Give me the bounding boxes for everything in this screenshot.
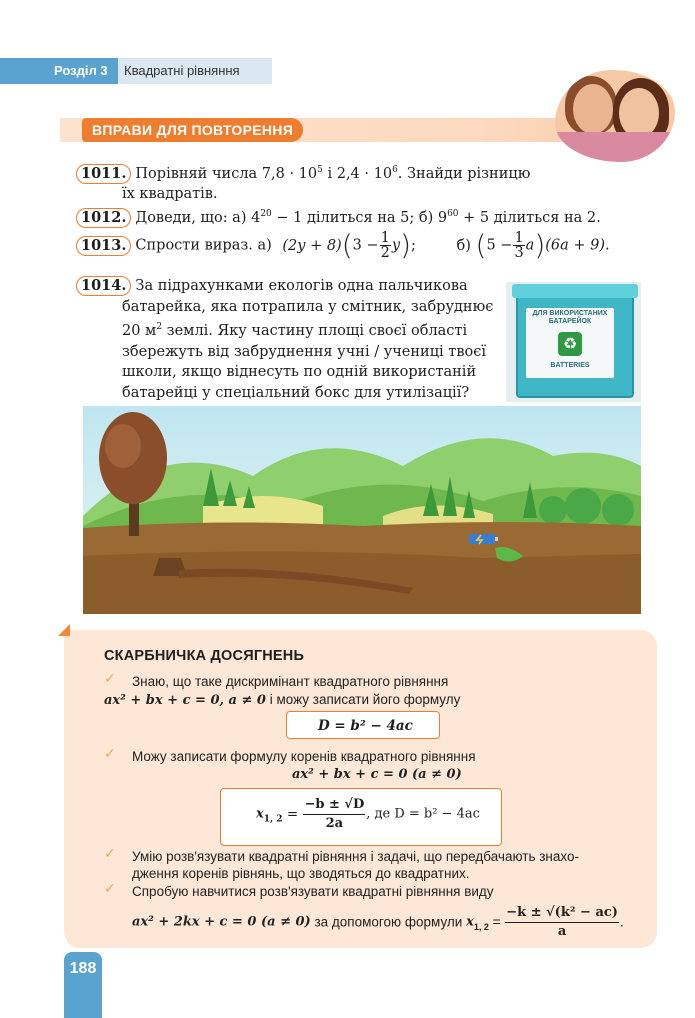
- math-expr: (2y + 8): [282, 237, 342, 254]
- check-icon: ✓: [104, 881, 116, 897]
- landscape-illustration: [83, 406, 641, 614]
- exercise-text-line2: їх квадратів.: [122, 186, 218, 202]
- exercise-text: школи, якщо віднесуть по одній використаній: [122, 364, 477, 380]
- recycle-icon: ♻: [558, 332, 582, 356]
- math-expr: y: [391, 237, 401, 254]
- section-title: ВПРАВИ ДЛЯ ПОВТОРЕННЯ: [82, 118, 303, 142]
- exponent: 20: [260, 209, 272, 219]
- exercise-text: 20 $м^2$ землі. Яку частину площі своєї області: [122, 322, 468, 339]
- exercise-text: збережуть від забруднення учні / учениці твоєї: [122, 343, 486, 360]
- page-number: 188: [64, 952, 102, 1018]
- students-photo: [555, 70, 675, 162]
- achievement-item-1-cont: ax² + bx + c = 0, a ≠ 0 і можу записати його формулу: [104, 692, 461, 708]
- achievement-item-4: Спробую навчитися розв'язувати квадратні рівняння виду: [132, 884, 494, 899]
- discriminant-formula: D = b² − 4ac: [318, 718, 413, 734]
- exercise-text: Спрости вираз. а): [135, 237, 272, 254]
- exercise-text: і 2,4 · 10: [322, 166, 393, 182]
- bin-label-text: ДЛЯ ВИКОРИСТАНИХ БАТАРЕЙОК: [532, 310, 608, 325]
- check-icon: ✓: [104, 671, 116, 687]
- achievement-item-3-cont: дження коренів рівнянь, що зводяться до квадратних.: [132, 866, 470, 881]
- achievement-item-2: Можу записати формулу коренів квадратного рівняння: [132, 749, 476, 764]
- exercise-text: За підрахунками екологів одна пальчикова: [135, 278, 468, 294]
- exercise-text: + 5 ділиться на 2.: [458, 210, 601, 226]
- exercise-number: 1014.: [76, 276, 131, 296]
- math-expr: ;: [411, 237, 416, 254]
- fraction: $\frac{1}{3}$: [514, 230, 524, 261]
- chapter-label: Розділ 3: [0, 58, 118, 84]
- achievement-item-3: Умію розв'язувати квадратні рівняння і задачі, що передбачають знахо-: [132, 849, 579, 864]
- achievement-item-1: Знаю, що таке дискримінант квадратного рівняння: [132, 674, 449, 689]
- exercise-text: Доведи, що: а) 4: [135, 210, 261, 226]
- exercise-1012: [76, 204, 636, 228]
- exponent: 5: [317, 165, 323, 175]
- math-expr: a: [525, 237, 535, 254]
- chapter-title: Квадратні рівняння: [124, 63, 240, 78]
- exercise-1011: [76, 160, 566, 204]
- bin-label-batteries: BATTERIES: [550, 362, 590, 369]
- exercise-text: Порівняй числа 7,8 · 10: [135, 166, 318, 182]
- math-expr: 3 −: [352, 237, 379, 254]
- fraction: $\frac{1}{2}$: [380, 230, 390, 261]
- exercise-text: б): [456, 237, 471, 254]
- exercise-1014: [76, 276, 494, 403]
- exercise-number: 1012.: [76, 208, 131, 228]
- exponent: 6: [392, 165, 398, 175]
- roots-formula: $x_{1, 2}$ = $\frac{-b \pm √D}{2a}$ , де D = b² − 4ac: [256, 797, 480, 831]
- battery-box-photo: [506, 282, 641, 402]
- math-expr: (6a + 9).: [545, 237, 610, 254]
- achievements-title: СКАРБНИЧКА ДОСЯГНЕНЬ: [104, 648, 305, 664]
- exercise-number: 1011.: [76, 164, 131, 184]
- exercise-text: батарейці у спеціальний бокс для утилізації?: [122, 384, 470, 401]
- quadratic-equation: ax² + bx + c = 0 (a ≠ 0): [292, 767, 462, 782]
- exercise-text: − 1 ділиться на 5; б) 9: [271, 210, 448, 226]
- achievement-item-4-formula: ax² + 2kx + c = 0 (a ≠ 0) за допомогою формули $x_{1, 2}$ = $\frac{\text{−k ± √(k² − ac)}}{a}$ .: [132, 905, 624, 939]
- exercise-1013: 1013. Спрости вираз. а) (2y + 8)(3 − $\frac{1}{2}$ y); б) (5 − $\frac{1}{3}$ a)(6a + 9).: [76, 231, 636, 260]
- check-icon: ✓: [104, 746, 116, 762]
- exercise-number: 1013.: [76, 236, 131, 256]
- math-expr: 5 −: [486, 237, 513, 254]
- exercise-text: батарейка, яка потрапила у смітник, забруднює: [122, 298, 494, 315]
- exercise-text: . Знайди різницю: [397, 166, 531, 182]
- check-icon: ✓: [104, 846, 116, 862]
- panel-corner: [58, 624, 70, 636]
- bin-lid: [512, 284, 638, 298]
- exponent: 60: [447, 209, 459, 219]
